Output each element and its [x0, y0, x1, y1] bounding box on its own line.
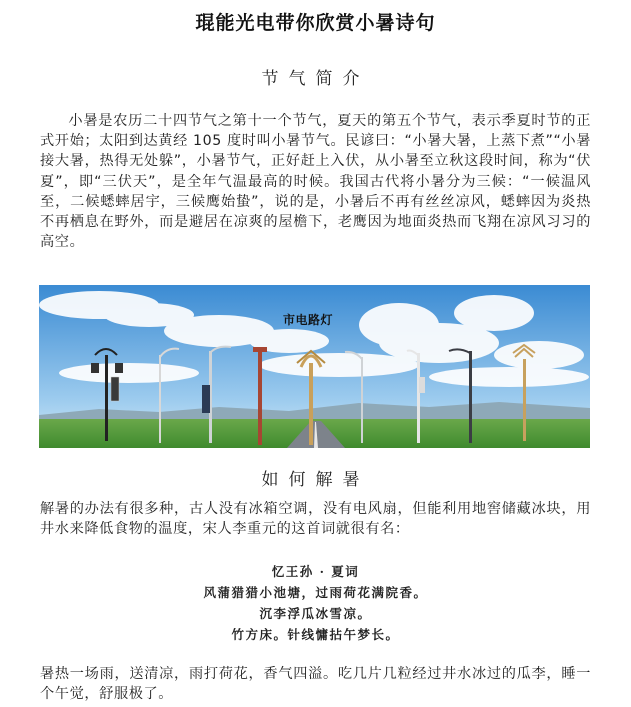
page-title: 琨能光电带你欣赏小暑诗句 [195, 12, 436, 34]
streetlights-illustration [39, 285, 590, 448]
streetlights-photo [39, 285, 590, 448]
intro-paragraph: 小暑是农历二十四节气之第十一个节气，夏天的第五个节气，表示季夏时节的正式开始；太阳到达黄经 105 度时叫小暑节气。民谚曰：“小暑大暑，上蒸下煮”“小暑接大暑，热得无处躲”，小暑节气，正好赶上入伏，从小暑至立秋这段时间，称为“伏夏”，即“三伏天”，是全年气温最高的时候。我国古代将小暑分为三候：“一候温风至，二候蟋蟀居宇，三候鹰始蛰”，说的是，小暑后不再有丝丝凉风，蟋蟀因为炎热不再栖息在野外，而是避居在凉爽的屋檐下，老鹰因为地面炎热而飞翔在凉风习习的高空。 [40, 113, 591, 251]
closing-paragraph: 暑热一场雨，送清凉，雨打荷花，香气四溢。吃几片几粒经过井水冰过的瓜李，睡一个午觉，舒服极了。 [40, 666, 591, 703]
poem-line-3: 竹方床。针线慵拈午梦长。 [231, 627, 400, 642]
relief-paragraph: 解暑的办法有很多种，古人没有冰箱空调，没有电风扇，但能利用地窖储藏冰块，用井水来降低食物的温度，宋人李重元的这首词就很有名： [40, 501, 591, 538]
poem-line-1: 风蒲猎猎小池塘，过雨荷花满院香。 [203, 585, 428, 600]
section-title-relief: 如何解暑 [261, 470, 370, 490]
poem-title: 忆王孙 · 夏词 [271, 564, 360, 579]
poem-block [0, 561, 631, 645]
poem-line-2: 沉李浮瓜冰雪凉。 [259, 606, 372, 621]
section-title-intro: 节气简介 [261, 69, 370, 89]
image-caption-label: 市电路灯 [283, 313, 334, 327]
